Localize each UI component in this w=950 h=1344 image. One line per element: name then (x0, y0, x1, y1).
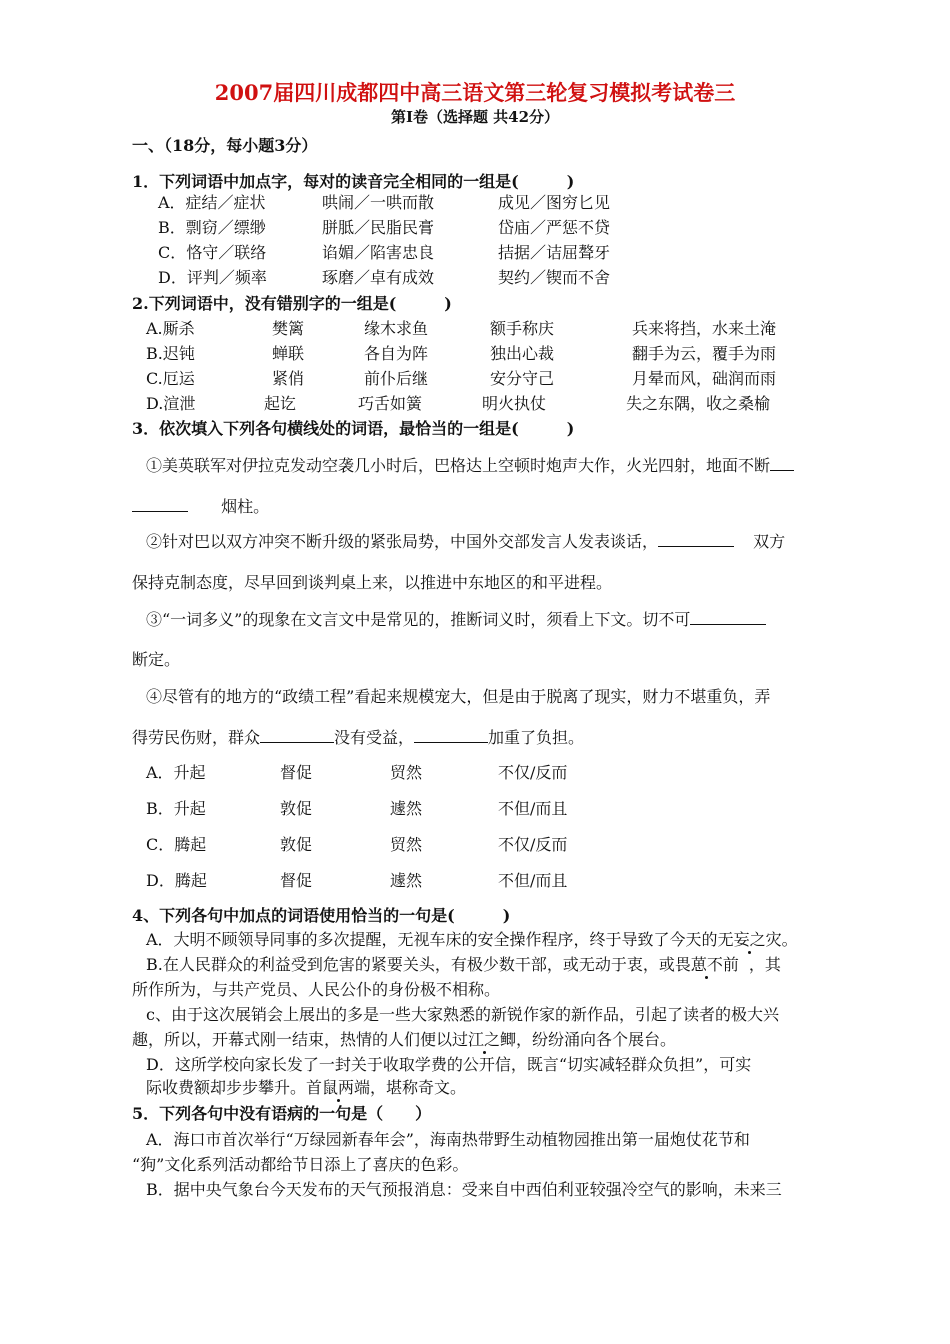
q3-b-w2: 敦促 (280, 799, 313, 818)
q4-b-dotted-phrase: 畏葸不前 (674, 955, 739, 974)
q4-c-text: 趣，所以，开幕式刚一结束，热情的人们便以 (132, 1030, 453, 1049)
q5-option-a-cont: “狗”文化系列活动都给节日添上了喜庆的色彩。 (132, 1155, 469, 1174)
q3-s3-text: ③“一词多义”的现象在文言文中是常见的，推断词义时，须看上下文。切不可 (146, 610, 691, 629)
q2-a-w2: 樊篱 (272, 319, 305, 338)
q3-s4-text2: 没有受益， (334, 728, 415, 747)
q3-c-w4: 不仅/反而 (498, 835, 568, 854)
q3-sentence2 (146, 532, 785, 552)
q4-option-c-cont (132, 1030, 676, 1050)
q3-s1-end: 烟柱。 (221, 497, 270, 516)
q3-c-w1: C．腾起 (146, 835, 207, 854)
q4-option-c: c、由于这次展销会上展出的多是一些大家熟悉的新锐作家的新作品，引起了读者的极大兴 (146, 1005, 779, 1024)
q2-c-w3: 前仆后继 (364, 369, 429, 388)
page-subtitle: 第Ⅰ卷（选择题 共42分） (390, 108, 560, 126)
q1-a-pair2: 哄闹／一哄而散 (322, 193, 435, 212)
q2-c-w1: C.厄运 (146, 369, 195, 388)
q2-a-w3: 缘木求鱼 (364, 319, 429, 338)
q1-c-pair2: 谄媚／陷害忠良 (322, 243, 435, 262)
q3-b-w3: 遽然 (390, 799, 423, 818)
q3-blank1-part[interactable] (770, 456, 794, 471)
q2-b-w5: 翻手为云，覆手为雨 (632, 344, 777, 363)
q5-stem: 5．下列各句中没有语病的一句是（ ） (132, 1104, 432, 1123)
q2-d-w2: 起讫 (264, 394, 297, 413)
q3-blank1[interactable] (132, 497, 188, 512)
q3-sentence2-cont: 保持克制态度，尽早回到谈判桌上来，以推进中东地区的和平进程。 (132, 573, 613, 592)
q2-a-w4: 额手称庆 (490, 319, 555, 338)
q2-c-w5: 月晕而风，础润而雨 (632, 369, 777, 388)
q1-a-pair3: 成见／图穷匕见 (498, 193, 611, 212)
q1-b-pair1: B．剽窃／缥缈 (158, 218, 266, 237)
q2-d-w3: 巧舌如簧 (358, 394, 423, 413)
q1-b-pair3: 岱庙／严惩不贷 (498, 218, 611, 237)
q1-stem: 1．下列词语中加点字，每对的读音完全相同的一组是( ) (132, 172, 575, 191)
q4-a-dotted-phrase: 无妄之灾 (717, 930, 782, 949)
q3-a-w2: 督促 (280, 763, 313, 782)
q3-s4-text3: 加重了负担。 (488, 728, 585, 747)
q3-blank5[interactable] (414, 728, 488, 743)
q4-option-d-cont (146, 1078, 466, 1098)
q3-c-w2: 敦促 (280, 835, 313, 854)
q1-a-pair1: A．症结／症状 (158, 193, 266, 212)
q5-option-b: B．据中央气象台今天发布的天气预报消息：受来自中西伯利亚较强冷空气的影响，未来三 (146, 1180, 782, 1199)
q3-sentence4-cont (132, 728, 584, 748)
q3-sentence3-cont: 断定。 (132, 650, 181, 669)
q3-b-w1: B．升起 (146, 799, 206, 818)
q2-b-w1: B.迟钝 (146, 344, 195, 363)
q2-b-w4: 独出心裁 (490, 344, 555, 363)
q4-option-d: D．这所学校向家长发了一封关于收取学费的公开信，既言“切实减轻群众负担”，可实 (146, 1055, 752, 1074)
q3-d-w1: D．腾起 (146, 871, 207, 890)
q2-d-w4: 明火执仗 (482, 394, 547, 413)
q4-stem: 4、下列各句中加点的词语使用恰当的一句是( ) (132, 906, 511, 925)
section-heading: 一、（18分，每小题3分） (132, 136, 318, 155)
q3-a-w3: 贸然 (390, 763, 423, 782)
q4-b-end: ，其 (748, 955, 781, 974)
q1-b-pair2: 胼胝／民脂民膏 (322, 218, 435, 237)
q4-option-b-cont: 所作所为，与共产党员、人民公仆的身份极不相称。 (132, 980, 501, 999)
q2-a-w5: 兵来将挡，水来土淹 (632, 319, 777, 338)
q2-c-w2: 紧俏 (272, 369, 305, 388)
q3-blank4[interactable] (260, 728, 334, 743)
q2-d-w5: 失之东隅，收之桑榆 (626, 394, 771, 413)
q1-d-pair2: 琢磨／卓有成效 (322, 268, 435, 287)
q3-s1-text: ①美英联军对伊拉克发动空袭几小时后，巴格达上空顿时炮声大作，火光四射，地面不断 (146, 456, 771, 475)
q3-c-w3: 贸然 (390, 835, 423, 854)
q2-b-w3: 各自为阵 (364, 344, 429, 363)
q3-sentence3 (146, 610, 766, 630)
q3-s4-text1: 得劳民伤财，群众 (132, 728, 261, 747)
q1-d-pair3: 契约／锲而不舍 (498, 268, 611, 287)
q4-a-end: 。 (781, 930, 798, 949)
q5-option-a: A．海口市首次举行“万绿园新春年会”，海南热带野生动植物园推出第一届炮仗花节和 (146, 1130, 750, 1149)
q4-option-b (146, 955, 781, 975)
q3-blank2[interactable] (658, 532, 734, 547)
q3-a-w4: 不仅/反而 (498, 763, 568, 782)
q4-d-dotted-phrase: 首鼠两端 (306, 1078, 371, 1097)
q3-b-w4: 不但/而且 (498, 799, 568, 818)
q2-b-w2: 蝉联 (272, 344, 305, 363)
q4-d-end: ，堪称奇文。 (370, 1078, 467, 1097)
page-title: 2007届四川成都四中高三语文第三轮复习模拟考试卷三 (214, 80, 736, 105)
q2-stem: 2.下列词语中，没有错别字的一组是( ) (132, 294, 452, 313)
q3-sentence1-cont (132, 497, 269, 517)
q3-d-w4: 不但/而且 (498, 871, 568, 890)
q1-c-pair3: 拮据／诘屈聱牙 (498, 243, 611, 262)
q2-d-w1: D.渲泄 (146, 394, 196, 413)
q4-b-text: B.在人民群众的利益受到危害的紧要关头，有极少数干部，或无动于衷，或 (146, 955, 675, 974)
q4-c-dotted-phrase: 过江之鲫 (452, 1030, 517, 1049)
q4-a-text: A．大明不顾领导同事的多次提醒，无视车床的安全操作程序，终于导致了今天的 (146, 930, 718, 949)
q3-d-w3: 遽然 (390, 871, 423, 890)
q4-d-text: 际收费额却步步攀升。 (146, 1078, 307, 1097)
q2-c-w4: 安分守己 (490, 369, 555, 388)
q3-blank3[interactable] (690, 610, 766, 625)
q3-s2-mid: 双方 (753, 532, 786, 551)
q1-c-pair1: C．恪守／联络 (158, 243, 267, 262)
q3-a-w1: A．升起 (146, 763, 206, 782)
q1-d-pair1: D．评判／频率 (158, 268, 267, 287)
q2-a-w1: A.厮杀 (146, 319, 195, 338)
q3-stem: 3．依次填入下列各句横线处的词语，最恰当的一组是( ) (132, 419, 575, 438)
q3-sentence4: ④尽管有的地方的“政绩工程”看起来规模宠大，但是由于脱离了现实，财力不堪重负，弄 (146, 687, 771, 706)
q4-c-end: ，纷纷涌向各个展台。 (516, 1030, 677, 1049)
q3-sentence1 (146, 456, 794, 476)
q4-option-a (146, 930, 798, 950)
q3-s2-text: ②针对巴以双方冲突不断升级的紧张局势，中国外交部发言人发表谈话， (146, 532, 659, 551)
q3-d-w2: 督促 (280, 871, 313, 890)
